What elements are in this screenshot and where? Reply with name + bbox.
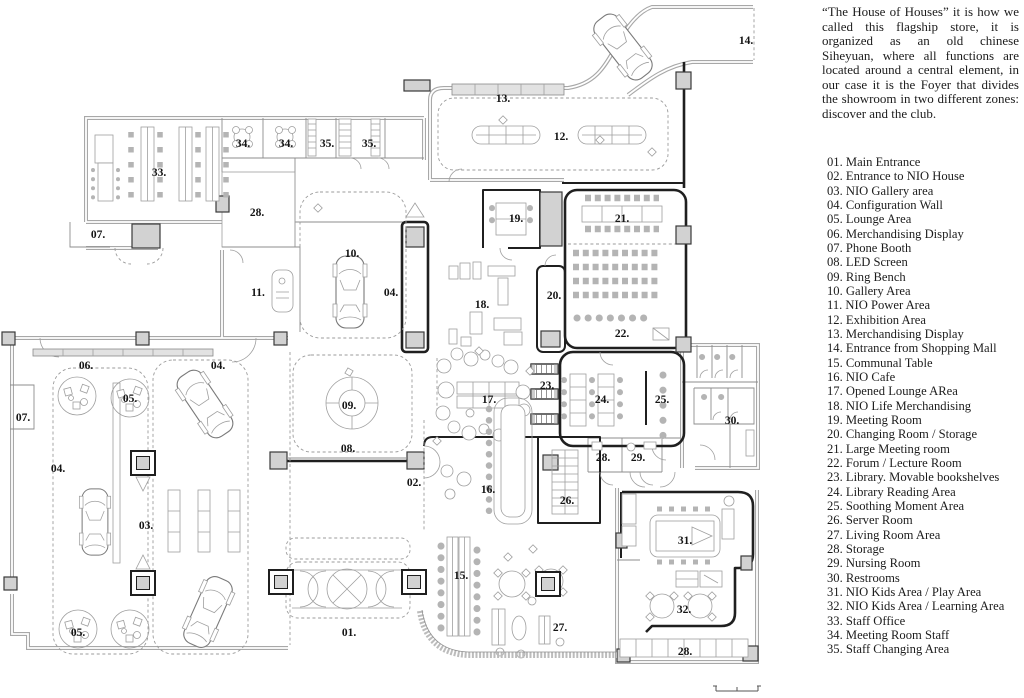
room-number-label: 07. [15,412,31,424]
room-number-label: 21. [614,213,630,225]
room-number-label: 15. [453,570,469,582]
room-number-label: 28. [677,646,693,658]
legend-item: 32. NIO Kids Area / Learning Area [827,599,1005,614]
legend-item: 28. Storage [827,541,885,556]
room-number-label: 10. [344,248,360,260]
room-number-label: 17. [481,394,497,406]
legend-item: 31. NIO Kids Area / Play Area [827,584,982,599]
room-number-label: 11. [251,287,265,299]
main-entrance [269,569,426,609]
legend-item: 33. Staff Office [827,613,906,628]
room-number-label: 04. [210,360,226,372]
room-number-label: 35. [361,138,377,150]
room-number-label: 12. [553,131,569,143]
room-number-label: 05. [122,393,138,405]
room-number-label: 09. [341,400,357,412]
legend-item: 26. Server Room [827,513,913,528]
room-number-label: 18. [474,299,490,311]
legend-item: 20. Changing Room / Storage [827,427,978,442]
description-text: “The House of Houses” it is how we called this flagship store, it is organized as an old chinese Siheyuan, where all functions are located around a central element, in our case it is the Foyer that divides the showroom in two different zones: discover and the club. [822,4,1019,121]
room-number-label: 32. [676,604,692,616]
room-number-label: 01. [341,627,357,639]
room-number-label: 29. [630,452,646,464]
room-number-label: 04. [383,287,399,299]
room-number-label: 27. [552,622,568,634]
room-number-label: 30. [724,415,740,427]
room-number-label: 35. [319,138,335,150]
legend-item: 34. Meeting Room Staff [827,627,950,642]
room-number-label: 03. [138,520,154,532]
legend-item: 08. LED Screen [827,255,908,270]
legend-item: 11. NIO Power Area [827,298,931,313]
legend-item: 06. Merchandising Display [827,226,964,241]
legend-item: 27. Living Room Area [827,527,941,542]
room-number-label: 05. [70,627,86,639]
legend-item: 16. NIO Cafe [827,369,896,384]
room-number-label: 28. [249,207,265,219]
room-number-label: 23. [539,380,555,392]
room-number-label: 16. [480,484,496,496]
legend-item: 01. Main Entrance [827,155,921,169]
room-number-label: 06. [78,360,94,372]
legend-item: 29. Nursing Room [827,556,921,571]
room-number-label: 13. [495,93,511,105]
legend-item: 22. Forum / Lecture Room [827,455,962,470]
wall-columns [2,72,758,662]
room-number-label: 20. [546,290,562,302]
legend-item: 30. Restrooms [827,570,900,585]
room-number-label: 08. [340,443,356,455]
kids-area [620,494,748,657]
scale-bar [713,686,761,691]
room-number-label: 22. [614,328,630,340]
legend-item: 12. Exhibition Area [827,312,926,327]
legend-item: 02. Entrance to NIO House [827,169,965,184]
legend-item: 23. Library. Movable bookshelves [827,470,1000,485]
outer-walls [8,7,758,662]
legend-item: 24. Library Reading Area [827,484,956,499]
legend-item: 17. Opened Lounge ARea [827,384,958,399]
legend-item: 10. Gallery Area [827,283,911,298]
room-number-label: 25. [654,394,670,406]
legend-item: 14. Entrance from Shopping Mall [827,341,997,356]
legend-item: 25. Soothing Moment Area [827,498,965,513]
legend-item: 07. Phone Booth [827,240,912,255]
room-number-label: 34. [235,138,251,150]
legend-item: 21. Large Meeting room [827,441,950,456]
legend-item: 09. Ring Bench [827,269,906,284]
room-number-label: 28. [595,452,611,464]
staff-office-area [93,119,380,201]
room-number-label: 04. [50,463,66,475]
legend-item: 15. Communal Table [827,355,933,370]
room-number-label: 34. [278,138,294,150]
legend-list [827,155,1004,656]
room-number-label: 26. [559,495,575,507]
room-number-label: 24. [594,394,610,406]
legend-item: 03. NIO Gallery area [827,183,934,198]
zone-boundaries [50,8,754,654]
room-number-label: 31. [677,535,693,547]
legend-item: 18. NIO Life Merchandising [827,398,972,413]
legend-item: 04. Configuration Wall [827,197,943,212]
room-number-label: 33. [151,167,167,179]
room-number-label: 07. [90,229,106,241]
room-number-label: 02. [406,477,422,489]
legend-item: 19. Meeting Room [827,412,922,427]
legend-item: 13. Merchandising Display [827,326,964,341]
legend-item: 05. Lounge Area [827,212,912,227]
room-number-label: 19. [508,213,524,225]
legend-item: 35. Staff Changing Area [827,642,950,657]
room-number-label: 14. [738,35,754,47]
